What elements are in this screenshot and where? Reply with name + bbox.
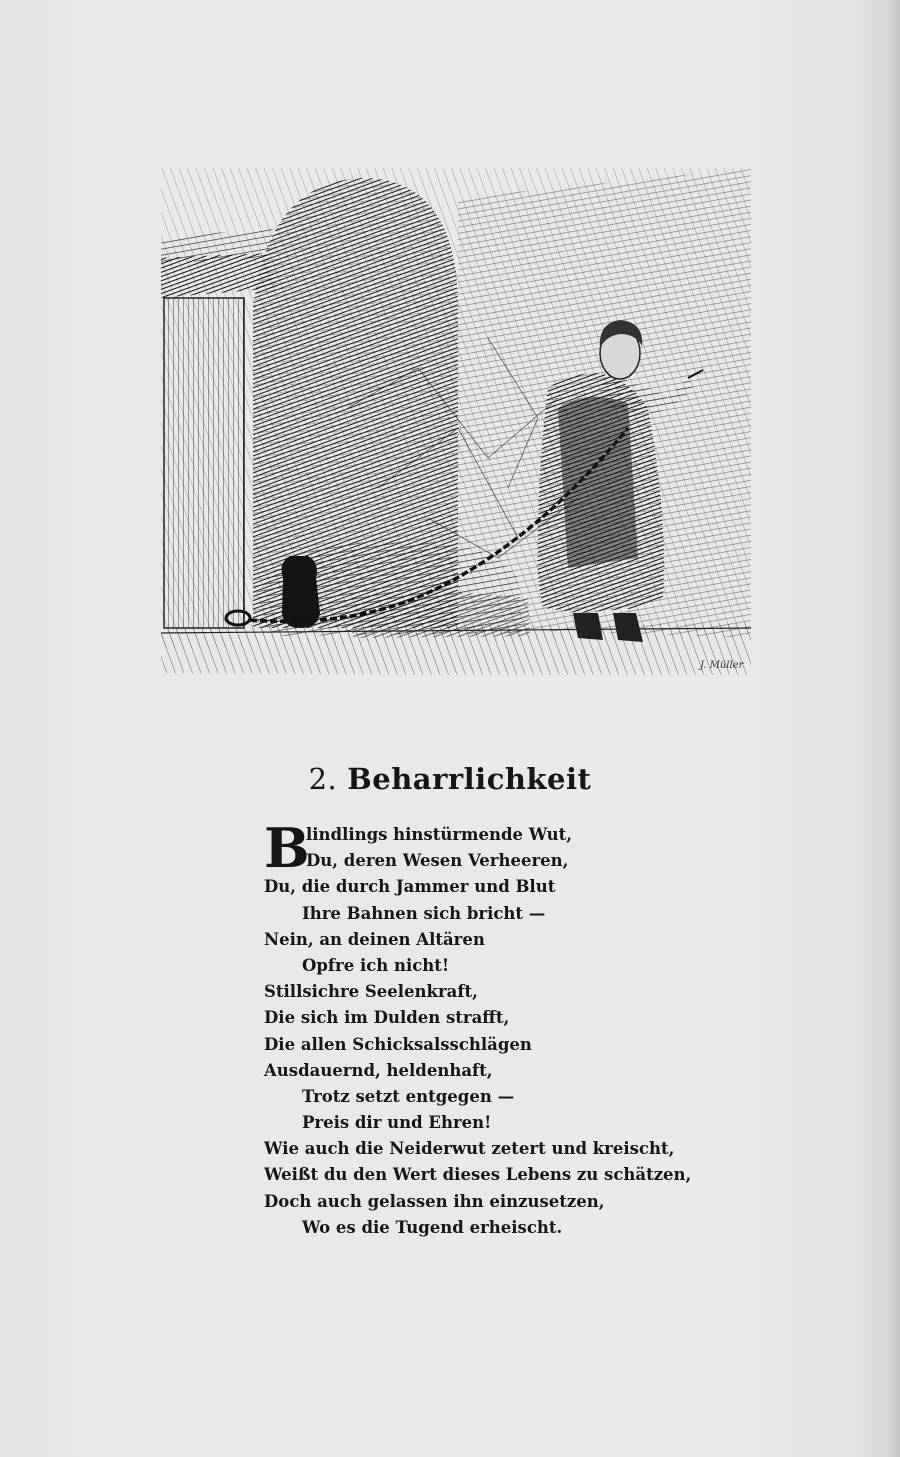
poem-line-text: Doch auch gelassen ihn einzusetzen, (264, 1191, 605, 1211)
prisoner-engraving (158, 158, 754, 678)
poem-line (264, 901, 704, 927)
poem-line (264, 848, 704, 874)
poem-body (264, 816, 704, 1241)
poem-line (264, 1162, 704, 1188)
poem-line-text: Du, die durch Jammer und Blut (264, 877, 556, 897)
poem-title (0, 762, 900, 796)
poem-line (264, 1032, 704, 1058)
poem-line (264, 1136, 704, 1162)
poem-line-text: Wie auch die Neiderwut zetert und kreischt, (264, 1139, 675, 1159)
drop-cap: B (264, 816, 310, 880)
poem-number: 2. (308, 762, 338, 796)
poem-line-text: Weißt du den Wert dieses Lebens zu schätzen, (264, 1165, 692, 1185)
poem-line (264, 927, 704, 953)
poem-line-text: Ausdauernd, heldenhaft, (264, 1060, 493, 1080)
poem-line-text: Ihre Bahnen sich bricht — (302, 903, 546, 923)
poem-line-text: Opfre ich nicht! (302, 955, 450, 975)
poem-line (264, 874, 704, 900)
poem-line-text: Stillsichre Seelenkraft, (264, 982, 478, 1002)
poem-line (264, 1189, 704, 1215)
poem-line (264, 953, 704, 979)
poem-line (264, 1084, 704, 1110)
poem-line-text: Preis dir und Ehren! (302, 1113, 492, 1133)
engraver-signature: J. Müller (700, 660, 744, 671)
poem-line-text: Die allen Schicksalsschlägen (264, 1034, 532, 1054)
engraving-svg (158, 158, 754, 678)
poem-line (264, 1005, 704, 1031)
poem-line (264, 979, 704, 1005)
poem-line (264, 1110, 704, 1136)
page-spine-shadow (886, 0, 900, 1457)
poem-title-text: Beharrlichkeit (347, 762, 592, 796)
poem-line-text: Die sich im Dulden strafft, (264, 1008, 510, 1028)
poem-line-text: Wo es die Tugend erheischt. (302, 1217, 563, 1237)
poem-line (264, 1215, 704, 1241)
poem-line (264, 1058, 704, 1084)
poem-line-text: Trotz setzt entgegen — (302, 1086, 515, 1106)
poem-line-text: Nein, an deinen Altären (264, 929, 485, 949)
poem-line-text: lindlings hinstürmende Wut, (306, 825, 572, 844)
poem-line-text: Du, deren Wesen Verheeren, (306, 851, 569, 871)
